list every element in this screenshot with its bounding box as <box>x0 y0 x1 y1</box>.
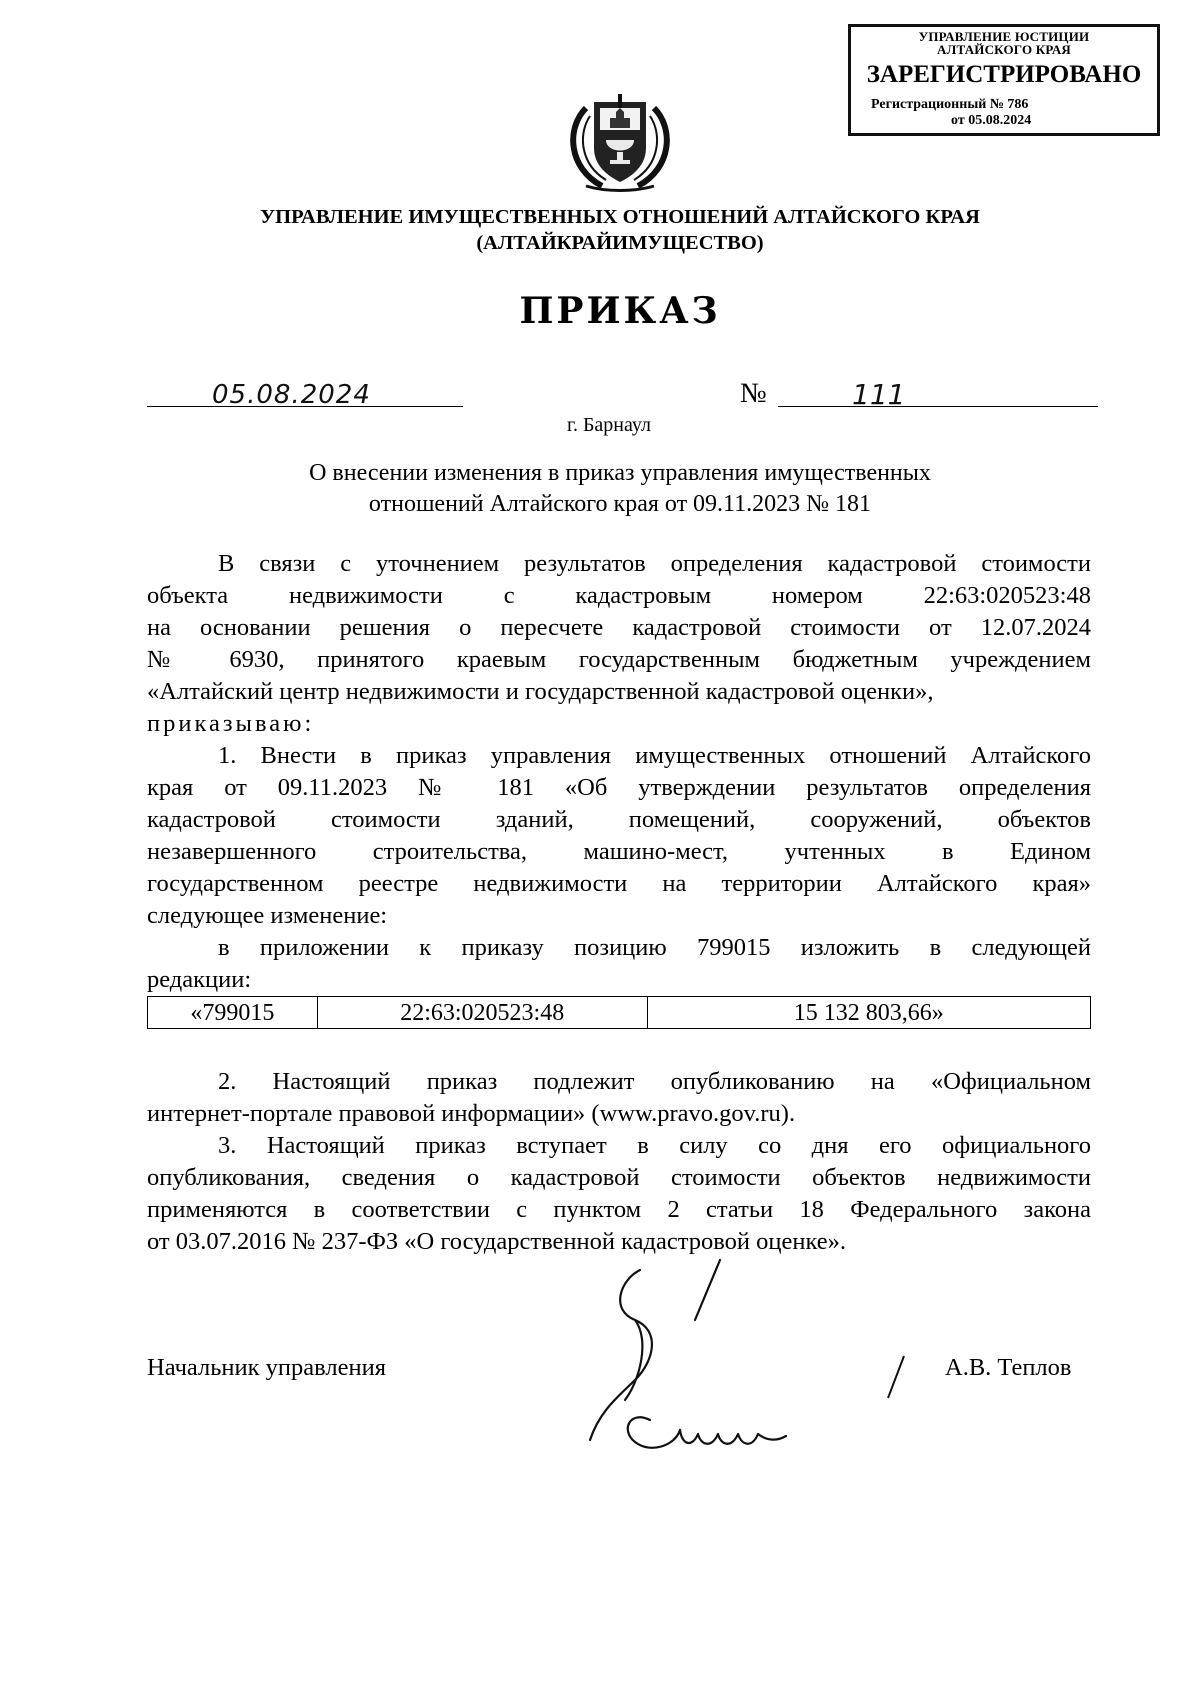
stamp-org-line1: УПРАВЛЕНИЕ ЮСТИЦИИ <box>918 29 1090 44</box>
position-table <box>147 996 1091 1029</box>
subject-line: О внесении изменения в приказ управления имущественных <box>309 460 931 486</box>
handwritten-signature <box>580 1250 880 1470</box>
preamble-line: объекта недвижимости с кадастровым номером 22:63:020523:48 <box>147 582 1091 609</box>
preamble-line: В связи с уточнением результатов определения кадастровой стоимости <box>218 550 1091 577</box>
item1-line: в приложении к приказу позицию 799015 изложить в следующей <box>218 934 1091 961</box>
table-row <box>148 997 1091 1029</box>
organization-short-name: (АЛТАЙКРАЙИМУЩЕСТВО) <box>476 232 764 254</box>
decree-word: приказываю: <box>147 710 315 737</box>
date-underline <box>147 406 463 407</box>
number-sign: № <box>740 378 767 409</box>
document-number: 111 <box>852 378 906 411</box>
subject-line: отношений Алтайского края от 09.11.2023 № 181 <box>368 491 872 517</box>
signatory-name: А.В. Теплов <box>945 1354 1072 1381</box>
city: г. Барнаул <box>567 414 651 436</box>
table-cell-value: 15 132 803,66» <box>647 997 1090 1029</box>
item1-line: края от 09.11.2023 № 181 «Об утверждении результатов определения <box>147 774 1091 801</box>
item3-line: опубликования, сведения о кадастровой стоимости объектов недвижимости <box>147 1164 1091 1191</box>
preamble-line: № 6930, принятого краевым государственным бюджетным учреждением <box>147 646 1091 673</box>
number-underline <box>778 406 1098 407</box>
stamp-status: ЗАРЕГИСТРИРОВАНО <box>866 61 1142 88</box>
signatory-title: Начальник управления <box>147 1354 386 1381</box>
item2-line: интернет-портале правовой информации» (www.pravo.gov.ru). <box>147 1100 796 1127</box>
item1-line: незавершенного строительства, машино-мест, учтенных в Едином <box>147 838 1091 865</box>
table-cell-position: «799015 <box>148 997 318 1029</box>
item1-line: государственном реестре недвижимости на территории Алтайского края» <box>147 870 1091 897</box>
coat-of-arms-icon <box>556 68 684 196</box>
organization-name: УПРАВЛЕНИЕ ИМУЩЕСТВЕННЫХ ОТНОШЕНИЙ АЛТАЙСКОГО КРАЯ <box>260 206 980 228</box>
item1-line: кадастровой стоимости зданий, помещений, сооружений, объектов <box>147 806 1091 833</box>
table-cell-cadastral-number: 22:63:020523:48 <box>317 997 647 1029</box>
item3-line: 3. Настоящий приказ вступает в силу со дня его официального <box>218 1132 1091 1159</box>
item1-line: 1. Внести в приказ управления имущественных отношений Алтайского <box>218 742 1091 769</box>
document-type-title: ПРИКАЗ <box>519 290 721 332</box>
item3-line: от 03.07.2016 № 237-ФЗ «О государственной кадастровой оценке». <box>147 1228 847 1255</box>
item3-line: применяются в соответствии с пунктом 2 статьи 18 Федерального закона <box>147 1196 1091 1223</box>
preamble-line: на основании решения о пересчете кадастровой стоимости от 12.07.2024 <box>147 614 1091 641</box>
signature-separator <box>880 1352 910 1402</box>
item1-line: следующее изменение: <box>147 902 388 929</box>
stamp-reg-number: Регистрационный № 786 <box>871 97 1029 112</box>
stamp-reg-date: от 05.08.2024 <box>951 113 1032 128</box>
document-date: 05.08.2024 <box>212 380 371 410</box>
item1-line: редакции: <box>147 966 252 993</box>
registration-stamp <box>848 24 1160 136</box>
item2-line: 2. Настоящий приказ подлежит опубликованию на «Официальном <box>218 1068 1091 1095</box>
stamp-org-line2: АЛТАЙСКОГО КРАЯ <box>937 42 1071 57</box>
preamble-line: «Алтайский центр недвижимости и государственной кадастровой оценки», <box>147 678 934 705</box>
